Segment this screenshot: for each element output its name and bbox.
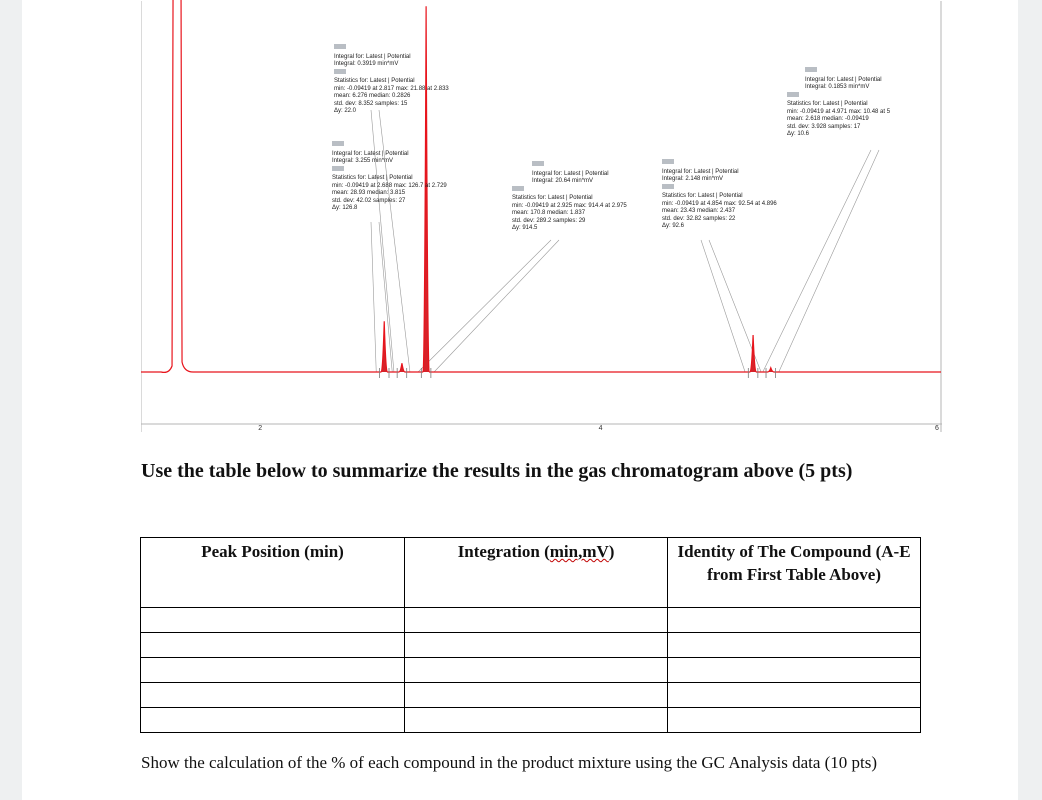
col-integration-suffix: ): [608, 542, 615, 561]
summary-table: [140, 537, 921, 733]
table-row: [141, 683, 921, 708]
stats-title: Statistics for: Latest | Potential: [662, 193, 743, 199]
stats-minmax: min: -0.09419 at 4.971 max: 10.48 at 5: [787, 108, 891, 115]
stats-mean: mean: 6.276 median: 0.2826: [334, 93, 411, 99]
cell-identity[interactable]: [668, 708, 921, 733]
stats-std: std. dev: 289.2 samples: 29: [512, 217, 586, 224]
integral-value: Integral: 3.255 min*mV: [332, 158, 394, 164]
integral-title: Integral for: Latest | Potential: [662, 168, 739, 175]
stats-mean: mean: 170.8 median: 1.837: [512, 210, 586, 216]
table-row: [141, 708, 921, 733]
stats-dy: Δy: 10.6: [787, 131, 810, 137]
cell-identity[interactable]: [668, 633, 921, 658]
cell-integration[interactable]: [405, 683, 668, 708]
integral-value: Integral: 0.3919 min*mV: [334, 61, 399, 67]
stats-mean: mean: 2.618 median: -0.09419: [787, 116, 869, 122]
stats-title: Statistics for: Latest | Potential: [334, 78, 415, 84]
annotation-peak-5000: [787, 67, 890, 139]
stats-title: Statistics for: Latest | Potential: [512, 195, 593, 201]
stats-mean: mean: 23.43 median: 2.437: [662, 208, 736, 214]
cell-identity[interactable]: [668, 658, 921, 683]
table-header-row: [141, 538, 921, 608]
stats-minmax: min: -0.09419 at 2.817 max: 21.88 at 2.833: [334, 85, 449, 92]
col-identity: Identity of The Compound (A-E from First Table Above): [668, 538, 921, 608]
col-integration: [405, 538, 668, 608]
stats-title: Statistics for: Latest | Potential: [787, 101, 868, 107]
stats-dy: Δy: 914.5: [512, 225, 538, 231]
question-heading: Use the table below to summarize the results in the gas chromatogram above (5 pts): [141, 460, 853, 482]
cell-integration[interactable]: [405, 658, 668, 683]
x-tick-label: 2: [258, 425, 263, 432]
integral-value: Integral: 2.148 min*mV: [662, 176, 724, 182]
stats-mean: mean: 28.93 median: 3.815: [332, 190, 406, 196]
cell-peak-position[interactable]: [141, 658, 405, 683]
table-row: [141, 658, 921, 683]
cell-integration[interactable]: [405, 708, 668, 733]
cell-peak-position[interactable]: [141, 683, 405, 708]
cell-integration[interactable]: [405, 633, 668, 658]
stats-std: std. dev: 42.02 samples: 27: [332, 197, 406, 204]
stats-minmax: min: -0.09419 at 4.854 max: 92.54 at 4.896: [662, 200, 777, 207]
cell-integration[interactable]: [405, 608, 668, 633]
document-page: [22, 0, 1018, 800]
integral-value: Integral: 20.64 min*mV: [532, 178, 594, 184]
table-row: [141, 633, 921, 658]
col-peak-position: Peak Position (min): [141, 538, 405, 608]
col-integration-prefix: Integration (: [457, 542, 550, 561]
stats-dy: Δy: 92.6: [662, 223, 685, 229]
integral-title: Integral for: Latest | Potential: [334, 53, 411, 60]
stats-minmax: min: -0.09419 at 2.688 max: 126.7 at 2.729: [332, 182, 447, 189]
stats-std: std. dev: 3.928 samples: 17: [787, 123, 861, 130]
integral-title: Integral for: Latest | Potential: [532, 170, 609, 177]
integral-title: Integral for: Latest | Potential: [805, 76, 882, 83]
cell-peak-position[interactable]: [141, 608, 405, 633]
stats-dy: Δy: 22.0: [334, 108, 357, 114]
annotation-peak-2729: [332, 141, 447, 213]
integral-title: Integral for: Latest | Potential: [332, 150, 409, 157]
cell-peak-position[interactable]: [141, 633, 405, 658]
cell-identity[interactable]: [668, 683, 921, 708]
stats-dy: Δy: 126.8: [332, 205, 358, 211]
annotation-peak-2833: [334, 44, 449, 116]
x-tick-label: 4: [598, 425, 603, 432]
annotation-peak-2975: [509, 160, 630, 234]
cell-peak-position[interactable]: [141, 708, 405, 733]
calculation-instructions: Show the calculation of the % of each compound in the product mixture using the GC Analysis data (10 pts): [141, 753, 878, 772]
stats-std: std. dev: 32.82 samples: 22: [662, 215, 736, 222]
cell-identity[interactable]: [668, 608, 921, 633]
x-tick-label: 6: [935, 425, 939, 432]
annotation-peak-4896: [659, 158, 780, 232]
stats-title: Statistics for: Latest | Potential: [332, 175, 413, 181]
stats-minmax: min: -0.09419 at 2.925 max: 914.4 at 2.975: [512, 202, 627, 209]
table-row: [141, 608, 921, 633]
col-integration-units: min,mV: [549, 542, 609, 561]
stats-std: std. dev: 8.352 samples: 15: [334, 100, 408, 107]
integral-value: Integral: 0.1853 min*mV: [805, 84, 870, 90]
